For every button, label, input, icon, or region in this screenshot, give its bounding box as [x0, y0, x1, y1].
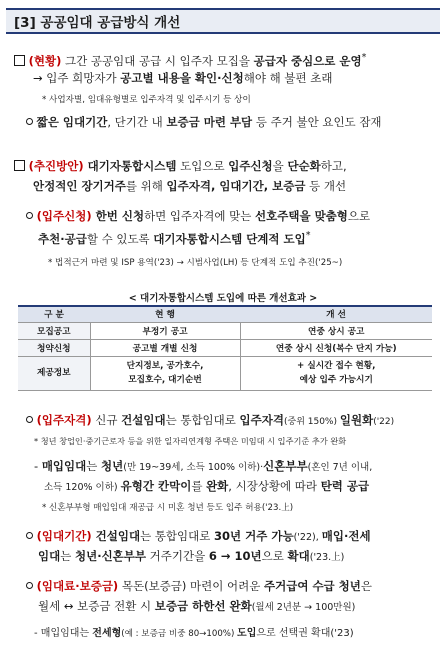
- circle-bullet-icon: [26, 118, 33, 125]
- section-title: [3] 공공임대 공급방식 개선: [14, 15, 181, 31]
- s3-dash-line3: - 매입임대는 전세형(예 : 보증금 비중 80→100%) 도입으로 선택권 확대('23): [34, 628, 354, 639]
- table-header-category: 구 분: [18, 306, 90, 322]
- s3-circle-line4: (임대료·보증금) 목돈(보증금) 마련이 어려운 주거급여 수급 청년은: [26, 578, 372, 594]
- s3-footnote1: * 청년 창업인·중기근로자 등을 위한 일자리연계형 주택은 미임대 시 입주기준 추가 완화: [34, 436, 347, 446]
- s1-line2: → 입주 희망자가 공고별 내용을 확인·신청해야 해 불편 초래: [33, 71, 333, 85]
- table-header-current: 현 행: [90, 306, 240, 322]
- s2-circle-line1: (입주신청) 한번 신청하면 입주자격에 맞는 선호주택을 맞춤형으로: [26, 208, 370, 224]
- s2-line2: 안정적인 장기거주를 위해 입주자격, 임대기간, 보증금 등 개선: [33, 179, 347, 193]
- circle-bullet-icon: [26, 212, 33, 219]
- square-bullet-icon: [14, 160, 25, 171]
- table-row: 모집공고 부정기 공고 연중 상시 공고: [18, 322, 432, 339]
- s1-circle-line: 짧은 임대기간, 단기간 내 보증금 마련 부담 등 주거 불안 요인도 잠재: [26, 114, 382, 130]
- s3-footnote2: * 신혼부부형 매입임대 재공급 시 미혼 청년 등도 입주 허용('23.上): [42, 503, 294, 513]
- table-caption: < 대기자통합시스템 도입에 따른 개선효과 >: [128, 293, 318, 304]
- s2-line1: (추진방안) 대기자통합시스템 도입으로 입주신청을 단순화하고,: [14, 158, 347, 174]
- s1-footnote: * 사업자별, 임대유형별로 입주자격 및 입주시기 등 상이: [42, 95, 251, 105]
- circle-bullet-icon: [26, 416, 33, 423]
- s3-circle-line3: 임대는 청년·신혼부부 거주기간을 6 → 10년으로 확대('23.上): [38, 549, 345, 563]
- s1-line1: (현황) 그간 공공임대 공급 시 입주자 모집을 공급자 중심으로 운영*: [14, 50, 366, 69]
- s3-circle-line2: (임대기간) 건설임대는 통합임대로 30년 거주 가능('22), 매입·전세: [26, 528, 371, 546]
- table-row: 제공정보 단지정보, 공가호수, 모집호수, 대기순번 + 실시간 접수 현황, 예상 입주 가능시기: [18, 356, 432, 390]
- s2-circle-line2: 추천·공급할 수 있도록 대기자통합시스템 단계적 도입*: [38, 230, 311, 246]
- s3-circle-line1: (입주자격) 신규 건설임대는 통합임대로 입주자격(중위 150%) 일원화('22): [26, 412, 394, 430]
- improvement-table: [18, 305, 432, 391]
- section-header: [6, 8, 440, 34]
- square-bullet-icon: [14, 55, 25, 66]
- s2-footnote: * 법적근거 마련 및 ISP 용역('23) → 시범사업(LH) 등 단계적 도입 추진('25~): [48, 258, 343, 268]
- table-header-improved: 개 선: [240, 306, 432, 322]
- circle-bullet-icon: [26, 532, 33, 539]
- s3-dash-line1: - 매입임대는 청년(만 19~39세, 소득 100% 이하)·신혼부부(혼인 7년 이내,: [34, 459, 373, 473]
- circle-bullet-icon: [26, 582, 33, 589]
- s3-circle-line5: 월세 ↔ 보증금 전환 시 보증금 하한선 완화(월세 2년분 → 100만원): [38, 599, 356, 613]
- table-row: 청약신청 공고별 개별 신청 연중 상시 신청(복수 단지 가능): [18, 339, 432, 356]
- s3-dash-line2: 소득 120% 이하) 유형간 칸막이를 완화, 시장상황에 따라 탄력 공급: [44, 479, 370, 493]
